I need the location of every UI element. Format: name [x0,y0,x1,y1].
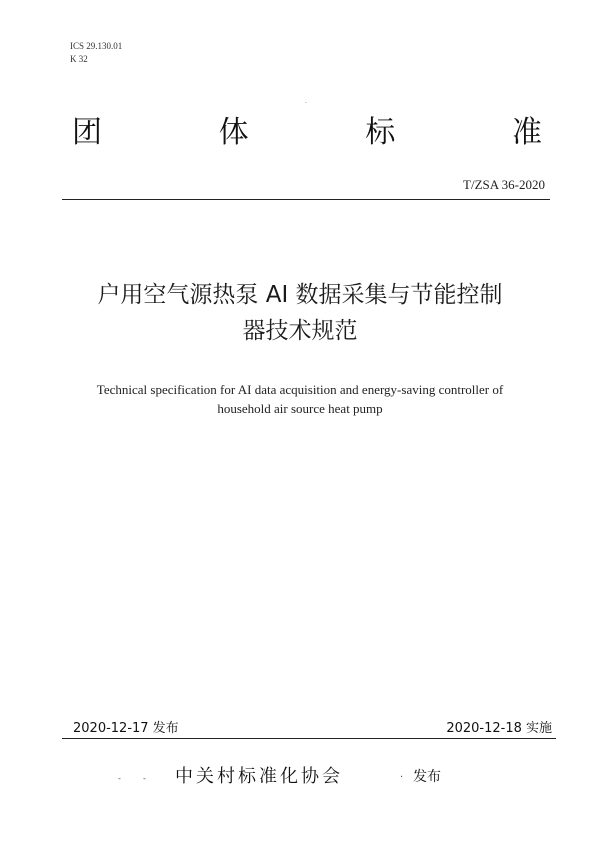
stray-dot: . [305,98,307,105]
chinese-title [50,277,550,349]
top-divider [62,199,550,200]
issuer-name: 中关村标准化协会 [175,766,343,787]
chinese-title-line-1: 户用空气源热泵 AI 数据采集与节能控制 [97,282,503,308]
english-title [50,380,550,418]
standard-type-char: 团 [72,115,102,150]
standard-type-char: 标 [365,115,396,150]
implementation-date: 2020-12-18 实施 [446,721,552,736]
issuer-mark: - [118,774,121,783]
chinese-title-line-2: 器技术规范 [242,318,358,344]
english-title-line-2: household air source heat pump [217,401,383,416]
issuer-action-mark: · [400,772,404,783]
standard-type-char: 体 [218,115,249,150]
standard-type-char: 准 [511,115,542,150]
issuer-row [110,762,510,788]
standard-number: T/ZSA 36-2020 [463,177,545,192]
issuer-mark: - [143,774,146,783]
publish-date: 2020-12-17 发布 [73,721,179,736]
classification-codes [70,40,122,66]
ccs-code: K 32 [70,54,88,64]
standard-type-heading [72,107,542,151]
issuer-action: 发布 [413,769,441,785]
bottom-divider [62,738,556,739]
ics-code: ICS 29.130.01 [70,41,123,51]
english-title-line-1: Technical specification for AI data acquisition and energy-saving controller of [96,382,504,397]
